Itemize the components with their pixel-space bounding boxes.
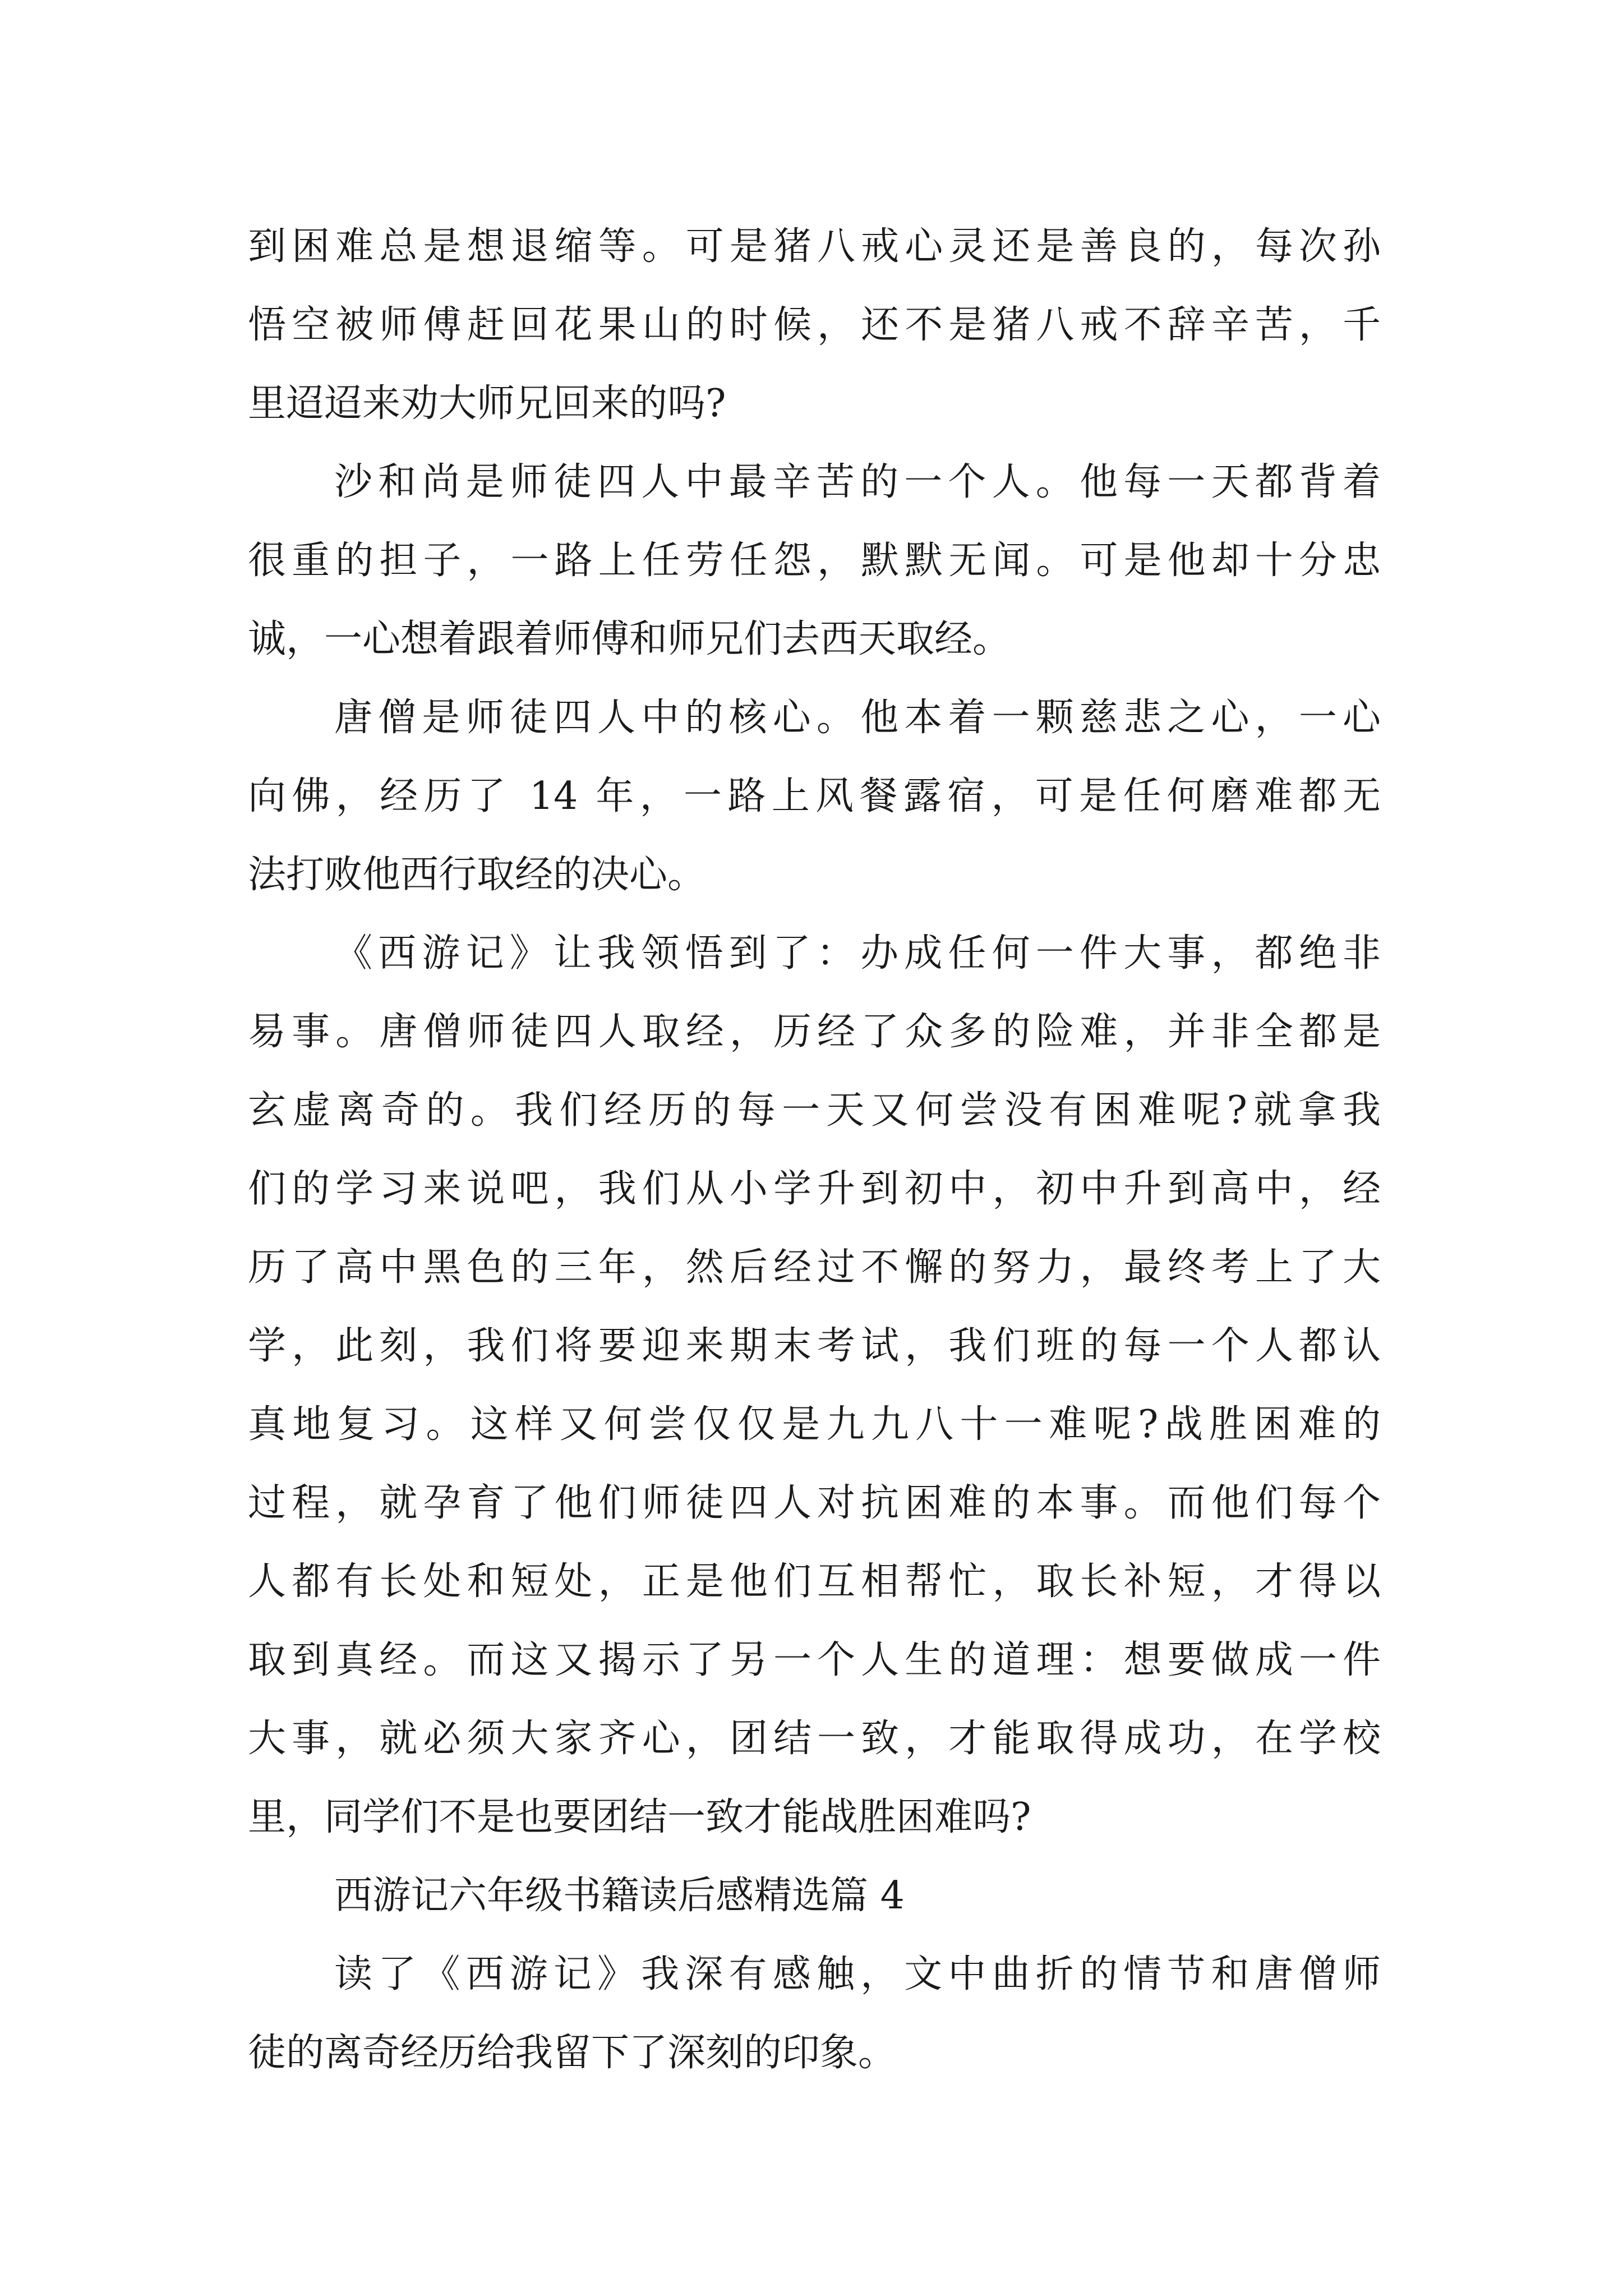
text-line: 徒的离奇经历给我留下了深刻的印象。 xyxy=(248,2031,897,2075)
text-line: 历了高中黑色的三年，然后经过不懈的努力，最终考上了大 xyxy=(248,1245,1381,1290)
section-heading: 西游记六年级书籍读后感精选篇 4 xyxy=(334,1874,905,1918)
text-line: 里迢迢来劝大师兄回来的吗? xyxy=(248,381,726,426)
text-line: 向佛，经历了 14 年，一路上风餐露宿，可是任何磨难都无 xyxy=(248,774,1381,818)
text-line: 大事，就必须大家齐心，团结一致，才能取得成功，在学校 xyxy=(248,1717,1381,1761)
text-line: 沙和尚是师徒四人中最辛苦的一个人。他每一天都背着 xyxy=(334,460,1381,504)
text-line: 诚，一心想着跟着师傅和师兄们去西天取经。 xyxy=(248,617,1011,661)
text-line: 《西游记》让我领悟到了：办成任何一件大事，都绝非 xyxy=(334,931,1381,976)
text-line: 法打败他西行取经的决心。 xyxy=(248,853,706,897)
text-line: 人都有长处和短处，正是他们互相帮忙，取长补短，才得以 xyxy=(248,1559,1381,1604)
text-line: 真地复习。这样又何尝仅仅是九九八十一难呢?战胜困难的 xyxy=(248,1402,1381,1447)
text-line: 易事。唐僧师徒四人取经，历经了众多的险难，并非全都是 xyxy=(248,1010,1381,1054)
text-line: 很重的担子，一路上任劳任怨，默默无闻。可是他却十分忠 xyxy=(248,539,1381,583)
text-line: 取到真经。而这又揭示了另一个人生的道理：想要做成一件 xyxy=(248,1638,1381,1682)
text-line: 到困难总是想退缩等。可是猪八戒心灵还是善良的，每次孙 xyxy=(248,224,1381,269)
text-line: 们的学习来说吧，我们从小学升到初中，初中升到高中，经 xyxy=(248,1167,1381,1211)
text-line: 里，同学们不是也要团结一致才能战胜困难吗? xyxy=(248,1795,1031,1839)
text-line: 学，此刻，我们将要迎来期末考试，我们班的每一个人都认 xyxy=(248,1324,1381,1368)
text-line: 唐僧是师徒四人中的核心。他本着一颗慈悲之心，一心 xyxy=(334,696,1381,740)
text-line: 悟空被师傅赶回花果山的时候，还不是猪八戒不辞辛苦，千 xyxy=(248,303,1381,347)
text-line: 玄虚离奇的。我们经历的每一天又何尝没有困难呢?就拿我 xyxy=(248,1088,1381,1133)
text-line: 过程，就孕育了他们师徒四人对抗困难的本事。而他们每个 xyxy=(248,1481,1381,1525)
text-line: 读了《西游记》我深有感触，文中曲折的情节和唐僧师 xyxy=(334,1952,1381,1996)
